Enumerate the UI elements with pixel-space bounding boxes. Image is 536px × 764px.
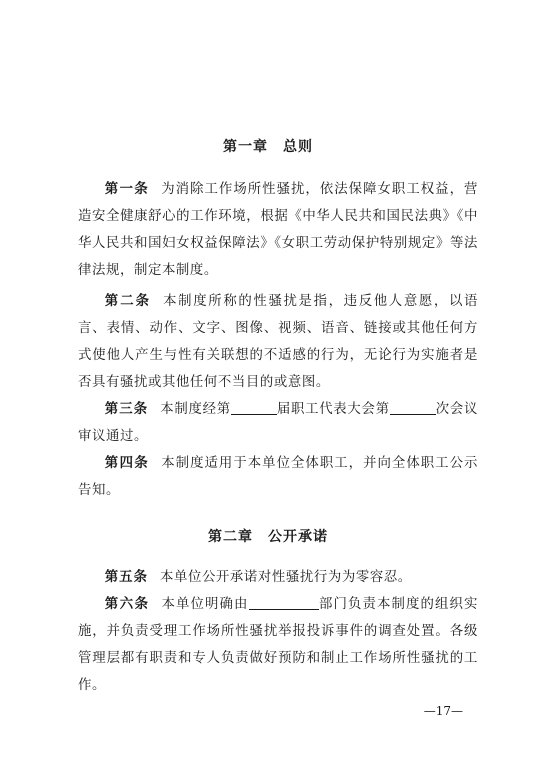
article-text: 本制度适用于本单位全体职工，并向全体职工公示告知。 xyxy=(78,456,478,498)
article-number: 第一条 xyxy=(104,181,150,197)
fill-in-blank xyxy=(390,399,436,415)
fill-in-blank xyxy=(249,594,319,610)
article-text: 本制度经第 xyxy=(160,402,231,417)
chapter-title: 第一章 总则 xyxy=(223,139,313,155)
article-text: 次会议审议通过。 xyxy=(78,402,478,444)
article-6 xyxy=(78,591,478,699)
article-2 xyxy=(78,288,478,396)
article-text: 本单位明确由 xyxy=(161,597,249,612)
chapter-title: 第二章 公开承诺 xyxy=(208,529,328,545)
article-4 xyxy=(78,450,478,504)
article-number: 第四条 xyxy=(104,455,150,471)
article-text: 届职工代表大会第 xyxy=(276,402,390,417)
fill-in-blank xyxy=(231,399,277,415)
article-number: 第五条 xyxy=(104,569,148,585)
article-number: 第三条 xyxy=(104,401,149,417)
article-3 xyxy=(78,396,478,450)
article-5 xyxy=(78,564,478,591)
page-number: —17— xyxy=(423,704,463,718)
article-text: 为消除工作场所性骚扰，依法保障女职工权益，营造安全健康舒心的工作环境，根据《中华人民共和国民法典》《中华人民共和国妇女权益保障法》《女职工劳动保护特别规定》等法律法规，制定本制度。 xyxy=(78,182,478,278)
article-text: 部门负责本制度的组织实施，并负责受理工作场所性骚扰举报投诉事件的调查处置。各级管理层都有职责和专人负责做好预防和制止工作场所性骚扰的工作。 xyxy=(78,597,478,693)
article-1 xyxy=(78,176,478,284)
article-text: 本制度所称的性骚扰是指，违反他人意愿，以语言、表情、动作、文字、图像、视频、语音、链接或其他任何方式使他人产生与性有关联想的不适感的行为，无论行为实施者是否具有骚扰或其他任何不当目的或意图。 xyxy=(78,294,479,390)
article-number: 第二条 xyxy=(104,293,152,309)
article-text: 本单位公开承诺对性骚扰行为为零容忍。 xyxy=(159,570,412,585)
article-number: 第六条 xyxy=(104,596,150,612)
